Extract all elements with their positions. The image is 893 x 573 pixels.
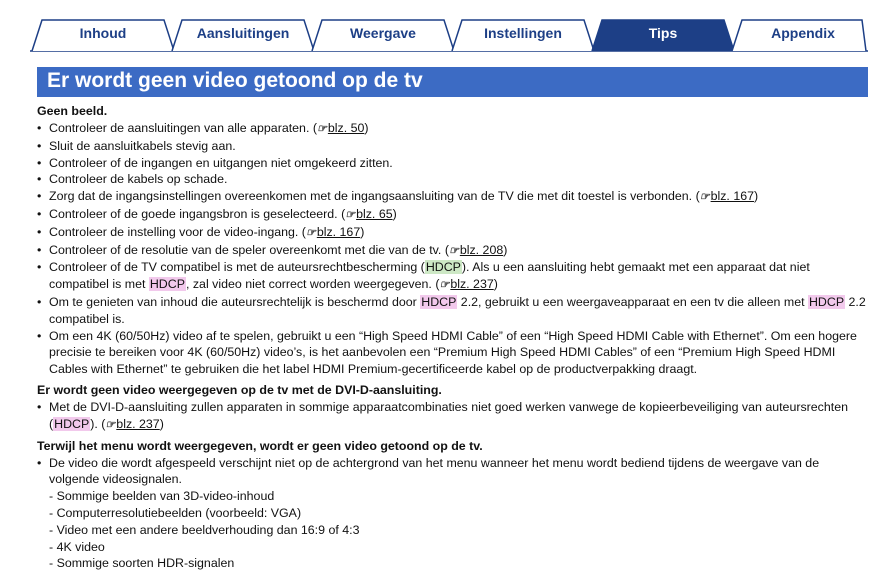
pointing-hand-icon: ☞: [448, 244, 459, 257]
sub-item: - Sommige beelden van 3D-video-inhoud: [49, 489, 275, 504]
list-item-text: Om te genieten van inhoud die auteursrechtelijk is beschermd door: [49, 294, 421, 309]
pointing-hand-icon: ☞: [305, 226, 316, 239]
list-item-text: Controleer of de resolutie van de speler overeenkomt met die van de tv.: [49, 242, 442, 257]
page-title-bar: [37, 67, 868, 97]
list-item-text: Controleer de kabels op schade.: [49, 172, 228, 187]
page-ref: (☞blz. 167): [301, 224, 365, 239]
list-item: [37, 120, 872, 138]
sub-item: - 4K video: [49, 539, 105, 554]
list-item-text: Controleer de aansluitingen van alle apparaten.: [49, 121, 310, 135]
pointing-hand-icon: ☞: [345, 208, 356, 221]
list-item: [37, 224, 872, 242]
page-ref-link[interactable]: blz. 167: [710, 189, 754, 204]
glossary-term-hdcp[interactable]: HDCP: [54, 416, 90, 431]
list-item-text: , zal video niet correct worden weergegeven.: [185, 277, 432, 292]
list-item-text: Sluit de aansluitkabels stevig aan.: [49, 138, 236, 153]
list-item: [37, 188, 872, 206]
section-heading-menu: Terwijl het menu wordt weergegeven, wordt er geen video getoond op de tv.: [37, 438, 483, 453]
list-item: [37, 259, 872, 294]
page-ref-link[interactable]: blz. 167: [316, 224, 361, 239]
pointing-hand-icon: ☞: [105, 418, 116, 431]
list-item-text: ).: [90, 416, 98, 431]
list-item-text: 2.2 compatibel is.: [49, 294, 866, 326]
page-ref-link[interactable]: blz. 50: [327, 121, 365, 135]
list-item-text: Met de DVI-D-aansluiting zullen apparaten in sommige apparaatcombinaties niet goed werken vanwege de kopieerbeveiliging van auteursrechten (: [49, 399, 848, 431]
list-item-text: Controleer de instelling voor de video-ingang.: [49, 224, 299, 239]
page-ref: (☞blz. 208): [444, 242, 508, 257]
list-item: [37, 294, 872, 328]
pointing-hand-icon: ☞: [699, 191, 710, 204]
tab-instellingen[interactable]: Instellingen: [484, 25, 562, 41]
page-ref: (☞blz. 237): [435, 277, 498, 292]
list-item-text: Zorg dat de ingangsinstellingen overeenkomen met de ingangsaansluiting van de TV die met dit toestel is verbonden.: [49, 189, 693, 204]
tab-tips[interactable]: Tips: [648, 25, 678, 41]
page-ref-link[interactable]: blz. 65: [356, 206, 393, 221]
list-item: [37, 399, 872, 434]
page-ref: (☞blz. 50): [312, 121, 369, 135]
list-item: [37, 206, 872, 224]
page-ref-link[interactable]: blz. 208: [459, 242, 504, 257]
page-title: Er wordt geen video getoond op de tv: [47, 69, 423, 92]
page-ref: (☞blz. 237): [101, 416, 164, 431]
list-item: [37, 138, 872, 155]
sub-item: - Sommige soorten HDR-signalen: [49, 556, 235, 571]
list-item: [37, 171, 872, 188]
list-item-text: Controleer of de goede ingangsbron is geselecteerd.: [49, 206, 338, 221]
page-ref-link[interactable]: blz. 237: [450, 277, 494, 292]
tab-aansluitingen[interactable]: Aansluitingen: [196, 25, 290, 41]
list-item: [37, 455, 872, 573]
glossary-term-hdcp[interactable]: HDCP: [421, 294, 457, 309]
page-ref: (☞blz. 167): [695, 189, 759, 204]
section-list-menu: [37, 455, 872, 573]
section-heading-geen-beeld: Geen beeld.: [37, 104, 108, 118]
list-item: [37, 328, 872, 378]
page-ref-link[interactable]: blz. 237: [116, 416, 160, 431]
sub-item: - Video met een andere beeldverhouding dan 16:9 of 4:3: [49, 522, 360, 537]
content: [37, 103, 872, 572]
glossary-term-hdcp[interactable]: HDCP: [425, 260, 461, 275]
list-item-text: 2.2, gebruikt u een weergaveapparaat en een tv die alleen met: [457, 294, 808, 309]
tab-weergave[interactable]: Weergave: [350, 25, 416, 41]
list-item-text: Controleer of de ingangen en uitgangen niet omgekeerd zitten.: [49, 155, 393, 170]
pointing-hand-icon: ☞: [316, 123, 327, 135]
section-list-dvi-d: [37, 399, 872, 434]
list-item-text: ). Als u een aansluiting hebt gemaakt met een apparaat dat niet compatibel is met: [49, 260, 810, 292]
sub-item: - Computerresolutiebeelden (voorbeeld: VGA): [49, 505, 302, 520]
list-item-text: Om een 4K (60/50Hz) video af te spelen, gebruikt u een “High Speed HDMI Cable” of een “High Speed HDMI Cable with Ethernet”. Om een hogere precisie te bereiken voor 4K (60/50Hz) video’s, is het aanbevolen een “Premium High Speed HDMI Cables” of een “Premium High Speed HDMI Cables with Ethernet” te gebruiken die het label HDMI Premium-gecertificeerde kabel op de productverpakking draagt.: [49, 328, 857, 377]
tab-bar: [30, 18, 868, 52]
tab-inhoud[interactable]: Inhoud: [79, 25, 127, 41]
list-item: [37, 242, 872, 260]
list-item: [37, 155, 872, 172]
tab-appendix[interactable]: Appendix: [771, 25, 835, 41]
list-item-text: De video die wordt afgespeeld verschijnt niet op de achtergrond van het menu wanneer het menu wordt bediend tijdens de weergave van de volgende videosignalen.: [49, 455, 820, 487]
section-heading-dvi-d: Er wordt geen video weergegeven op de tv met de DVI-D-aansluiting.: [37, 382, 442, 397]
pointing-hand-icon: ☞: [439, 279, 450, 292]
glossary-term-hdcp[interactable]: HDCP: [808, 294, 845, 309]
glossary-term-hdcp[interactable]: HDCP: [149, 277, 185, 292]
list-item-text: Controleer of de TV compatibel is met de auteursrechtbescherming (: [49, 260, 425, 275]
page-ref: (☞blz. 65): [341, 206, 397, 221]
section-list-geen-beeld: [37, 120, 872, 378]
